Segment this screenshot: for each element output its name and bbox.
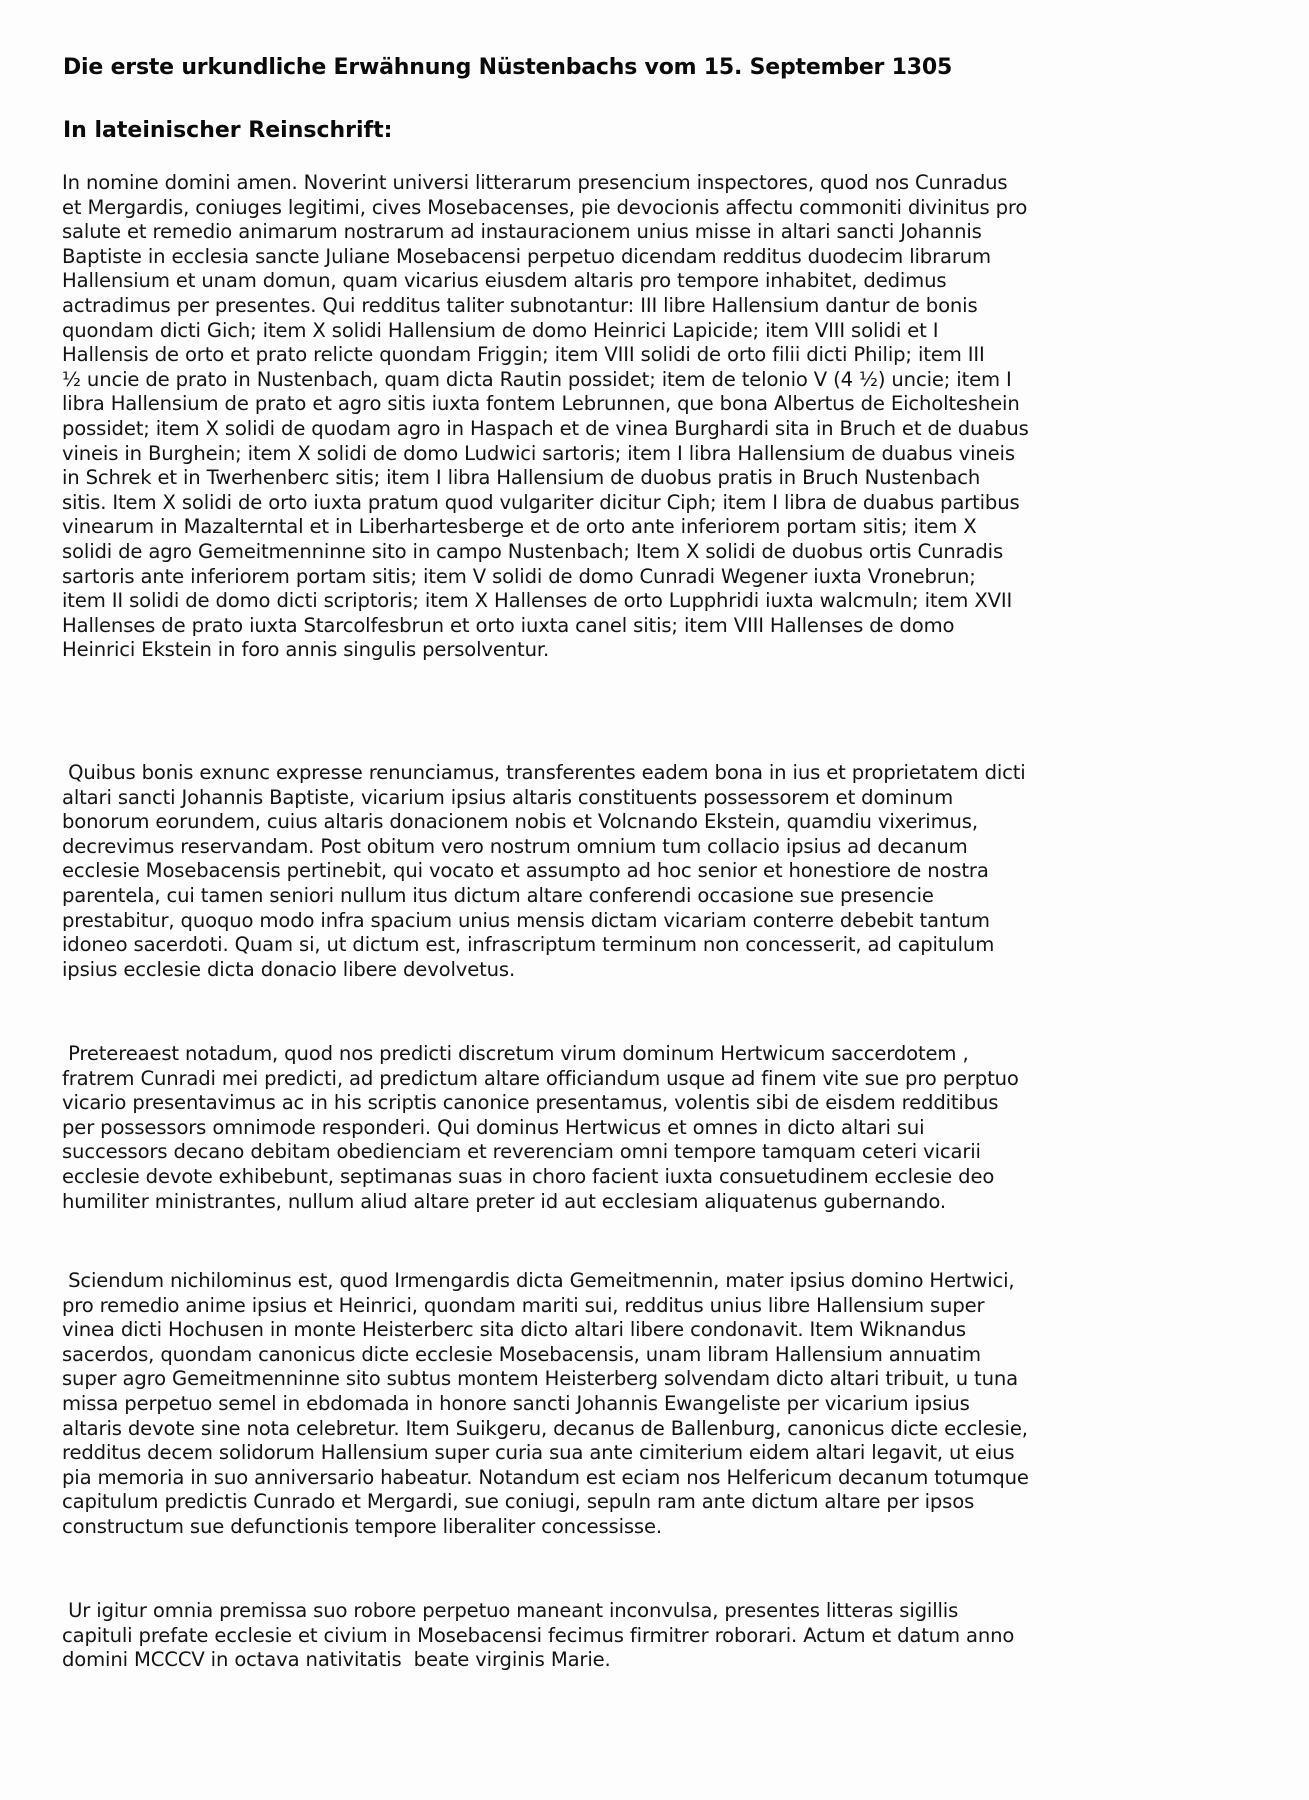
text-line: altaris devote sine nota celebretur. Item Suikgeru, decanus de Ballenburg, canonicus dicte ecclesie, <box>62 1416 1028 1440</box>
text-line: libra Hallensium de prato et agro sitis iuxta fontem Lebrunnen, que bona Albertus de Eicholteshein <box>62 392 1020 416</box>
paragraph-2 <box>62 761 1026 982</box>
text-line: quondam dicti Gich; item X solidi Hallensium de domo Heinrici Lapicide; item VIII solidi et I <box>62 318 939 342</box>
text-line: humiliter ministrantes, nullum aliud altare preter id aut ecclesiam aliquatenus gubernando. <box>62 1189 946 1213</box>
text-line: vinearum in Mazalterntal et in Liberhartesberge et de orto ante inferiorem portam sitis; item X <box>62 515 977 539</box>
text-line: prestabitur, quoquo modo infra spacium unius mensis dictam vicariam conterre debebit tantum <box>62 908 990 932</box>
paragraph-3 <box>62 1042 1019 1214</box>
text-line: ecclesie Mosebacensis pertinebit, qui vocato et assumpto ad hoc senior et honestiore de nostra <box>62 859 989 883</box>
paragraph-1 <box>62 171 1029 663</box>
text-line: ecclesie devote exhibebunt, septimanas suas in choro facient iuxta consuetudinem ecclesie deo <box>62 1164 995 1188</box>
text-line: vineis in Burghein; item X solidi de domo Ludwici sartoris; item I libra Hallensium de duabus vineis <box>62 441 1015 465</box>
text-line: pro remedio anime ipsius et Heinrici, quondam mariti sui, redditus unius libre Hallensium super <box>62 1293 985 1317</box>
text-line: fratrem Cunradi mei predicti, ad predictum altare officiandum usque ad finem vite sue pro perptuo <box>62 1066 1019 1090</box>
text-line: constructum sue defunctionis tempore liberaliter concessisse. <box>62 1514 662 1538</box>
text-line: vinea dicti Hochusen in monte Heisterberc sita dicto altari libere condonavit. Item Wiknandus <box>62 1318 966 1342</box>
text-line: successors decano debitam obedienciam et reverenciam omni tempore tamquam ceteri vicarii <box>62 1140 981 1164</box>
text-line: Sciendum nichilominus est, quod Irmengardis dicta Gemeitmennin, mater ipsius domino Hertwici, <box>62 1269 1015 1292</box>
text-line: possidet; item X solidi de quodam agro in Haspach et de vinea Burghardi sita in Bruch et de duabus <box>62 416 1029 440</box>
paragraph-4 <box>62 1269 1029 1540</box>
text-line: Ur igitur omnia premissa suo robore perpetuo maneant inconvulsa, presentes litteras sigillis <box>62 1599 959 1622</box>
text-line: idoneo sacerdoti. Quam si, ut dictum est, infrascriptum terminum non concesserit, ad capitulum <box>62 933 995 957</box>
text-line: bonorum eorundem, cuius altaris donacionem nobis et Volcnando Ekstein, quamdiu vixerimus, <box>62 810 978 834</box>
text-line: In nomine domini amen. Noverint universi litterarum presencium inspectores, quod nos Cunradus <box>62 171 1008 194</box>
text-line: Hallensium et unam domun, quam vicarius eiusdem altaris pro tempore inhabitet, dedimus <box>62 269 947 293</box>
text-line: decrevimus reservandam. Post obitum vero nostrum omnium tum collacio ipsius ad decanum <box>62 834 968 858</box>
text-line: item II solidi de domo dicti scriptoris; item X Hallenses de orto Lupphridi iuxta walcmuln; item XVII <box>62 589 1013 613</box>
text-line: actradimus per presentes. Qui redditus taliter subnotantur: III libre Hallensium dantur de bonis <box>62 293 978 317</box>
text-line: Hallensis de orto et prato relicte quondam Friggin; item VIII solidi de orto filii dicti Philip; item III <box>62 343 985 367</box>
text-line: domini MCCCV in octava nativitatis beate virginis Marie. <box>62 1648 611 1672</box>
text-line: sartoris ante inferiorem portam sitis; item V solidi de domo Cunradi Wegener iuxta Vronebrun; <box>62 564 976 588</box>
paragraph-5 <box>62 1599 1014 1673</box>
text-line: et Mergardis, coniuges legitimi, cives Mosebacenses, pie devocionis affectu commoniti divinitus pro <box>62 195 1028 219</box>
text-line: ½ uncie de prato in Nustenbach, quam dicta Rautin possidet; item de telonio V (4 ½) uncie; item I <box>62 367 1012 391</box>
text-line: Quibus bonis exnunc expresse renunciamus, transferentes eadem bona in ius et proprietatem dicti <box>62 761 1026 784</box>
text-line: solidi de agro Gemeitmenninne sito in campo Nustenbach; Item X solidi de duobus ortis Cunradis <box>62 539 1004 563</box>
text-line: parentela, cui tamen seniori nullum itus dictum altare conferendi occasione sue presencie <box>62 883 934 907</box>
text-line: capitulum predictis Cunrado et Mergardi, sue coniugi, sepuln ram ante dictum altare per ipsos <box>62 1490 975 1514</box>
text-line: super agro Gemeitmenninne sito subtus montem Heisterberg solvendam dicto altari tribuit, u tuna <box>62 1367 1018 1391</box>
text-line: pia memoria in suo anniversario habeatur. Notandum est eciam nos Helfericum decanum totumque <box>62 1465 1029 1489</box>
text-line: sacerdos, quondam canonicus dicte ecclesie Mosebacensis, unam libram Hallensium annuatim <box>62 1342 981 1366</box>
text-line: redditus decem solidorum Hallensium super curia sua ante cimiterium eidem altari legavit, ut eius <box>62 1441 1015 1465</box>
text-line: vicario presentavimus ac in his scriptis canonice presentamus, volentis sibi de eisdem redditibus <box>62 1091 999 1115</box>
text-line: sitis. Item X solidi de orto iuxta pratum quod vulgariter dicitur Ciph; item I libra de duabus partibus <box>62 490 1020 514</box>
text-line: missa perpetuo semel in ebdomada in honore sancti Johannis Ewangeliste per vicarium ipsius <box>62 1391 970 1415</box>
document-subtitle: In lateinischer Reinschrift: <box>63 118 393 143</box>
text-line: capituli prefate ecclesie et civium in Mosebacensi fecimus firmitrer roborari. Actum et datum anno <box>62 1623 1015 1647</box>
text-line: per possessors omnimode responderi. Qui dominus Hertwicus et omnes in dicto altari sui <box>62 1115 925 1139</box>
text-line: Heinrici Ekstein in foro annis singulis persolventur. <box>62 638 550 662</box>
text-line: in Schrek et in Twerhenberc sitis; item I libra Hallensium de duobus pratis in Bruch Nustenbach <box>62 466 981 490</box>
text-line: altari sancti Johannis Baptiste, vicarium ipsius altaris constituents possessorem et dominum <box>62 785 954 809</box>
text-line: salute et remedio animarum nostrarum ad instauracionem unius misse in altari sancti Johannis <box>62 220 982 244</box>
text-line: Pretereaest notadum, quod nos predicti discretum virum dominum Hertwicum saccerdotem , <box>62 1042 969 1065</box>
document-title: Die erste urkundliche Erwähnung Nüstenbachs vom 15. September 1305 <box>63 55 953 80</box>
text-line: Hallenses de prato iuxta Starcolfesbrun et orto iuxta canel sitis; item VIII Hallenses de domo <box>62 613 955 637</box>
text-line: ipsius ecclesie dicta donacio libere devolvetus. <box>62 957 516 981</box>
text-line: Baptiste in ecclesia sancte Juliane Mosebacensi perpetuo dicendam redditus duodecim librarum <box>62 244 991 268</box>
